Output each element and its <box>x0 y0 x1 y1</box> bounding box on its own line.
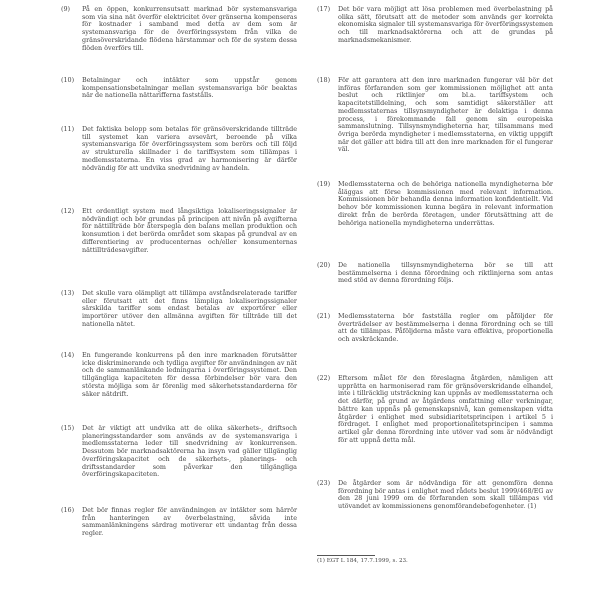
recital-text: Medlemsstaterna och de behöriga nationella myndigheterna bör åläggas att förse kommissionen med relevant information. Kommissionen bör behandla denna information konfidentiellt. Vid behov bör kommissionen kunna begära in relevant information direkt från de berörda företagen, under förutsättning att de behöriga nationella myndigheterna underrättas. <box>338 180 553 227</box>
recital-text: Betalningar och intäkter som uppstår genom kompensationsbetalningar mellan systemansvariga bör beaktas när de nationella nättarifferna fastställs. <box>82 76 297 100</box>
recital-23 <box>317 480 553 511</box>
recital-text: Det är viktigt att undvika att de olika säkerhets-, driftsoch planeringsstandarder som används av de systemansvariga i medlemsstaterna leder till snedvridning av konkurrensen. Dessutom bör marknadsaktörerna ha insyn vad gäller tillgänglig överföringskapacitet och de säkerhets-, planerings- och driftsstandarder som påverkar den tillgängliga överföringskapaciteten. <box>82 424 297 479</box>
recital-9 <box>61 6 297 52</box>
recital-16 <box>61 507 297 538</box>
recital-text: Medlemsstaterna bör fastställa regler om påföljder för överträdelser av bestämmelserna i denna förordning och se till att de tillämpas. Påföljderna måste vara effektiva, proportionella och avskräckande. <box>338 312 553 344</box>
footnote: (1) EGT L 184, 17.7.1999, s. 23. <box>317 558 408 564</box>
recital-19 <box>317 181 553 227</box>
recital-number: (19) <box>317 180 331 188</box>
recital-17 <box>317 6 553 45</box>
recital-number: (16) <box>61 506 75 514</box>
recital-text: På en öppen, konkurrensutsatt marknad bör systemansvariga som via sina nät överför elektricitet över gränserna kompenseras för kostnader i samband med detta av dem som är systemansvariga för de överföringssystem från vilka de gränsöverskridande flödena härstammar och för de system dessa flöden överförs till. <box>82 5 297 52</box>
recital-text: De åtgärder som är nödvändiga för att genomföra denna förordning bör antas i enlighet med rådets beslut 1999/468/EG av den 28 juni 1999 om de förfaranden som skall tillämpas vid utövandet av kommissionens genomförandebefogenheter. (1) <box>338 479 553 511</box>
recital-text: En fungerande konkurrens på den inre marknaden förutsätter icke diskriminerande och tydliga avgifter för användningen av nät och de sammanlänkande ledningarna i överföringssystemet. Den tillgängliga kapaciteten för dessa förbindelser bör vara den största möjliga som är förenlig med säkerhetsstandarderna för säker nätdrift. <box>82 351 297 398</box>
recital-number: (15) <box>61 424 75 432</box>
recital-number: (14) <box>61 351 75 359</box>
recital-number: (10) <box>61 76 75 84</box>
recital-number: (18) <box>317 76 331 84</box>
recital-22 <box>317 375 553 444</box>
recital-number: (9) <box>61 5 71 13</box>
recital-20 <box>317 262 553 285</box>
recital-text: För att garantera att den inre marknaden fungerar väl bör det införas förfaranden som ger kommissionen möjlighet att anta beslut och riktlinjer om bl.a. tariffsystem och kapacitetstilldelning, och som samtidigt säkerställer att medlemsstaternas tillsynsmyndigheter är delaktiga i denna process, i förekommande fall genom sin europeiska sammanslutning. Tillsynsmyndigheterna har, tillsammans med övriga berörda myndigheter i medlemsstaterna, en viktig uppgift när det gäller att bidra till att den inre marknaden för el fungerar väl. <box>338 76 553 154</box>
recital-number: (21) <box>317 312 331 320</box>
recital-10 <box>61 77 297 100</box>
recital-12 <box>61 208 297 254</box>
recital-21 <box>317 313 553 344</box>
recital-text: Det skulle vara olämpligt att tillämpa avståndsrelaterade tariffer eller förutsatt att det finns lämpliga lokaliseringssignaler särskilda tariffer som endast betalas av exportörer eller importörer utöver den allmänna avgiften för tillträde till det nationella nätet. <box>82 289 297 328</box>
recital-text: De nationella tillsynsmyndigheterna bör se till att bestämmelserna i denna förordning och riktlinjerna som antas med stöd av denna förordning följs. <box>338 261 553 285</box>
recital-13 <box>61 290 297 329</box>
recital-number: (22) <box>317 374 331 382</box>
recital-number: (12) <box>61 207 75 215</box>
recital-number: (13) <box>61 289 75 297</box>
footnote-divider <box>317 555 375 556</box>
recital-number: (23) <box>317 479 331 487</box>
recital-14 <box>61 352 297 398</box>
recital-text: Det faktiska belopp som betalas för gränsöverskridande tillträde till systemet kan variera avsevärt, beroende på vilka systemansvariga för överföringssystem som berörs och till följd av strukturella skillnader i de tariffsystem som tillämpas i medlemsstaterna. En viss grad av harmonisering är därför nödvändig för att undvika snedvridning av handeln. <box>82 125 297 172</box>
recital-11 <box>61 126 297 172</box>
recital-text: Eftersom målet för den föreslagna åtgärden, nämligen att upprätta en harmoniserad ram för gränsöverskridande elhandel, inte i tillräcklig utsträckning kan uppnås av medlemsstaterna och det därför, på grund av åtgärdens omfattning eller verkningar, bättre kan uppnås på gemenskapsnivå, kan gemenskapen vidta åtgärder i enlighet med subsidiaritetsprincipen i artikel 5 i fördraget. I enlighet med proportionalitetsprincipen i samma artikel går denna förordning inte utöver vad som är nödvändigt för att uppnå detta mål. <box>338 374 553 444</box>
recital-number: (20) <box>317 261 331 269</box>
recital-text: Det bör vara möjligt att lösa problemen med överbelastning på olika sätt, förutsatt att de metoder som används ger korrekta ekonomiska signaler till systemansvariga för överföringssystemen och till marknadsaktörerna och att de grundas på marknadsmekanismer. <box>338 5 553 44</box>
recital-text: Det bör finnas regler för användningen av intäkter som härrör från hanteringen av överbelastning, såvida inte sammanlänkningens särdrag motiverar ett undantag från dessa regler. <box>82 506 297 538</box>
recital-18 <box>317 77 553 154</box>
recital-number: (17) <box>317 5 331 13</box>
recital-15 <box>61 425 297 479</box>
recital-number: (11) <box>61 125 75 133</box>
recital-text: Ett ordentligt system med långsiktiga lokaliseringssignaler är nödvändigt och bör grundas på principen att nivån på avgifterna för nättillträde bör återspegla den balans mellan produktion och konsumtion i det berörda området som skapas på grundval av en differentiering av producenternas och/eller konsumenternas nättillträdesavgifter. <box>82 207 297 254</box>
